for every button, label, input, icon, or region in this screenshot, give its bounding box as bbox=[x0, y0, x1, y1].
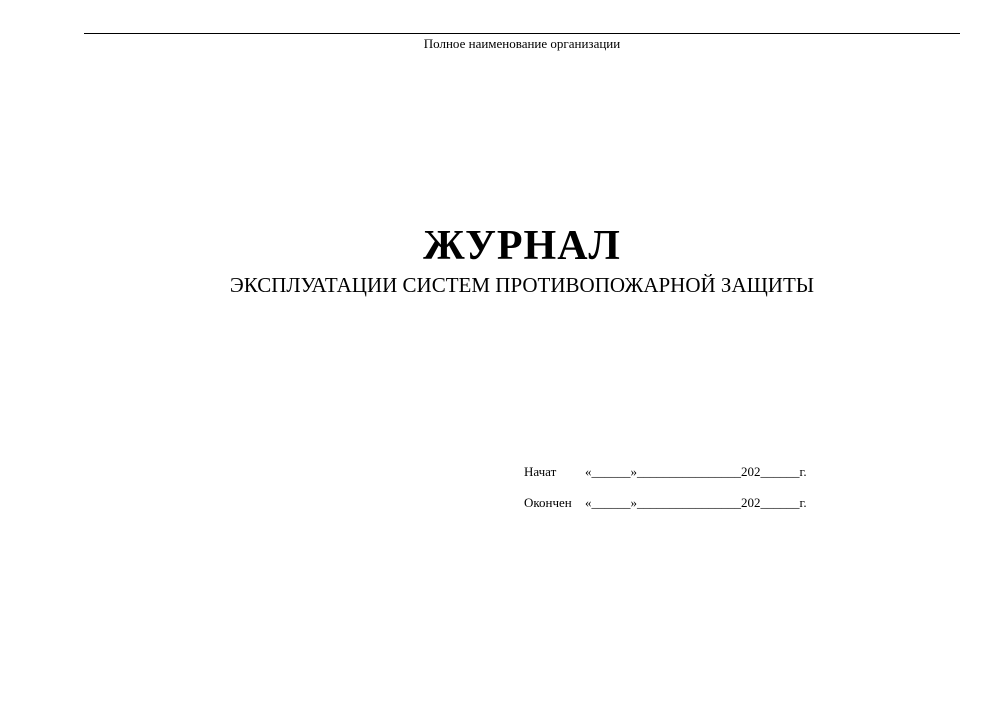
journal-title: ЖУРНАЛ bbox=[423, 223, 621, 269]
organization-name-caption: Полное наименование организации bbox=[423, 36, 621, 51]
journal-subtitle: ЭКСПЛУАТАЦИИ СИСТЕМ ПРОТИВОПОЖАРНОЙ ЗАЩИТЫ bbox=[229, 273, 815, 297]
finished-date-field: «______»________________202______г. bbox=[585, 495, 807, 510]
finished-label: Окончен bbox=[524, 495, 572, 510]
started-label: Начат bbox=[524, 464, 557, 479]
started-date-field: «______»________________202______г. bbox=[585, 464, 807, 479]
organization-name-line bbox=[84, 33, 960, 34]
